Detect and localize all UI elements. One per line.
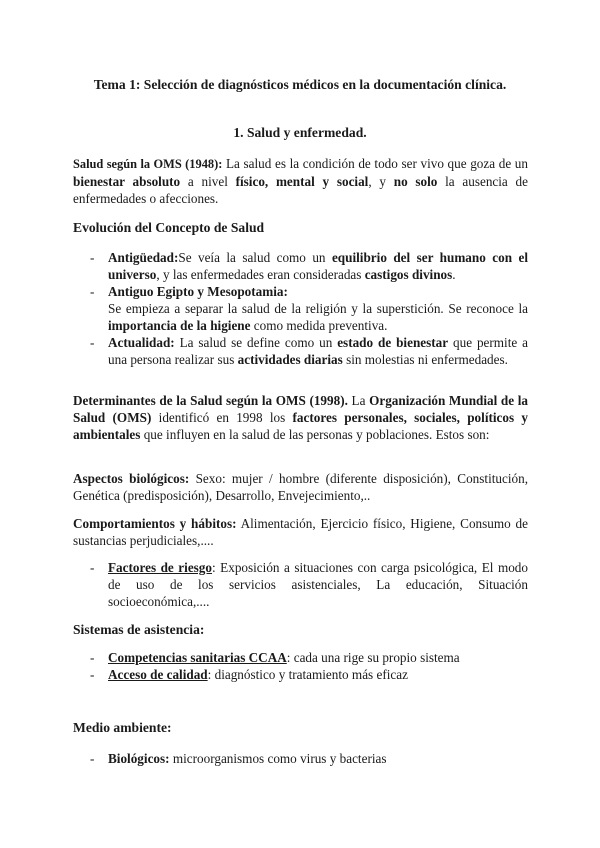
evolucion-heading: Evolución del Concepto de Salud (73, 220, 265, 235)
section-title: 1. Salud y enfermedad. (233, 125, 367, 140)
comportamientos-habitos: Comportamientos y hábitos: Alimentación, Ejercicio físico, Higiene, Consumo de sustancias perjudiciales,.... (73, 516, 528, 548)
list-dash: - (90, 335, 95, 350)
sistemas-heading: Sistemas de asistencia: (73, 622, 205, 637)
list-dash: - (90, 650, 95, 665)
determinantes-heading: Determinantes de la Salud según la OMS (1998). (73, 393, 348, 408)
list-dash: - (90, 560, 95, 575)
oms-definition-label: Salud según la OMS (1948): (73, 157, 223, 171)
document-title: Tema 1: Selección de diagnósticos médicos en la documentación clínica. (93, 77, 507, 92)
list-dash: - (90, 751, 95, 766)
document-page: Tema 1: Selección de diagnósticos médicos en la documentación clínica. 1. Salud y enfermedad. Salud según la OMS (1948): La salud es la condición de todo ser vivo que goza de un bienestar absoluto a nivel físico, mental y social, y no solo la ausencia de enfermedades o afecciones. Evolución del Concepto de Salud - Antigüedad:Se veía la salud como un equilibrio del ser humano con el universo, y las enfermedades eran consideradas castigos divinos. - Antiguo Egipto y Mesopotamia: Se empieza a separar la salud de la religión y la superstición. Se reconoce la importancia de la higiene como medida preventiva. - Actualidad: La salud se define como un estado de bienestar que permite a una persona realizar sus actividades diarias sin molestias ni enfermedades. Determinantes de la Salud según la OMS (1998). La Organización Mundial de la Salud (OMS) identificó en 1998 los factores personales, sociales, políticos y ambientales que influyen en la salud de las personas y poblaciones. Estos son: Aspectos biológicos: Sexo: mujer / hombre (diferente disposición), Constitución, Genética (predisposición), Desarrollo, Envejecimiento,.. Comportamientos y hábitos: Alimentación, Ejercicio físico, Higiene, Consumo de sustancias perjudiciales,.... - Factores de riesgo: Exposición a situaciones con carga psicológica, El modo de uso de los servicios asistenciales, La educación, Situación socioeconómica,.... Sistemas de asistencia: - Competencias sanitarias CCAA: cada una rige su propio sistema - Acceso de calidad: diagnóstico y tratamiento más eficaz Medio ambiente: - Biológicos: microorganismos como virus y bacterias (0, 0, 600, 848)
list-dash: - (90, 284, 95, 299)
list-dash: - (90, 250, 95, 265)
medio-heading: Medio ambiente: (73, 720, 172, 735)
oms-definition: Salud según la OMS (1948): La salud es la condición de todo ser vivo que goza de un bienestar absoluto a nivel físico, mental y social, y no solo la ausencia de enfermedades o afecciones. (73, 156, 528, 206)
list-dash: - (90, 667, 95, 682)
determinantes-paragraph: Determinantes de la Salud según la OMS (1998). La Organización Mundial de la Salud (OMS) identificó en 1998 los factores personales, sociales, políticos y ambientales que influyen en la salud de las personas y poblaciones. Estos son: (73, 393, 528, 442)
aspectos-biologicos: Aspectos biológicos: Sexo: mujer / hombre (diferente disposición), Constitución, Genética (predisposición), Desarrollo, Envejecimiento,.. (73, 471, 528, 503)
